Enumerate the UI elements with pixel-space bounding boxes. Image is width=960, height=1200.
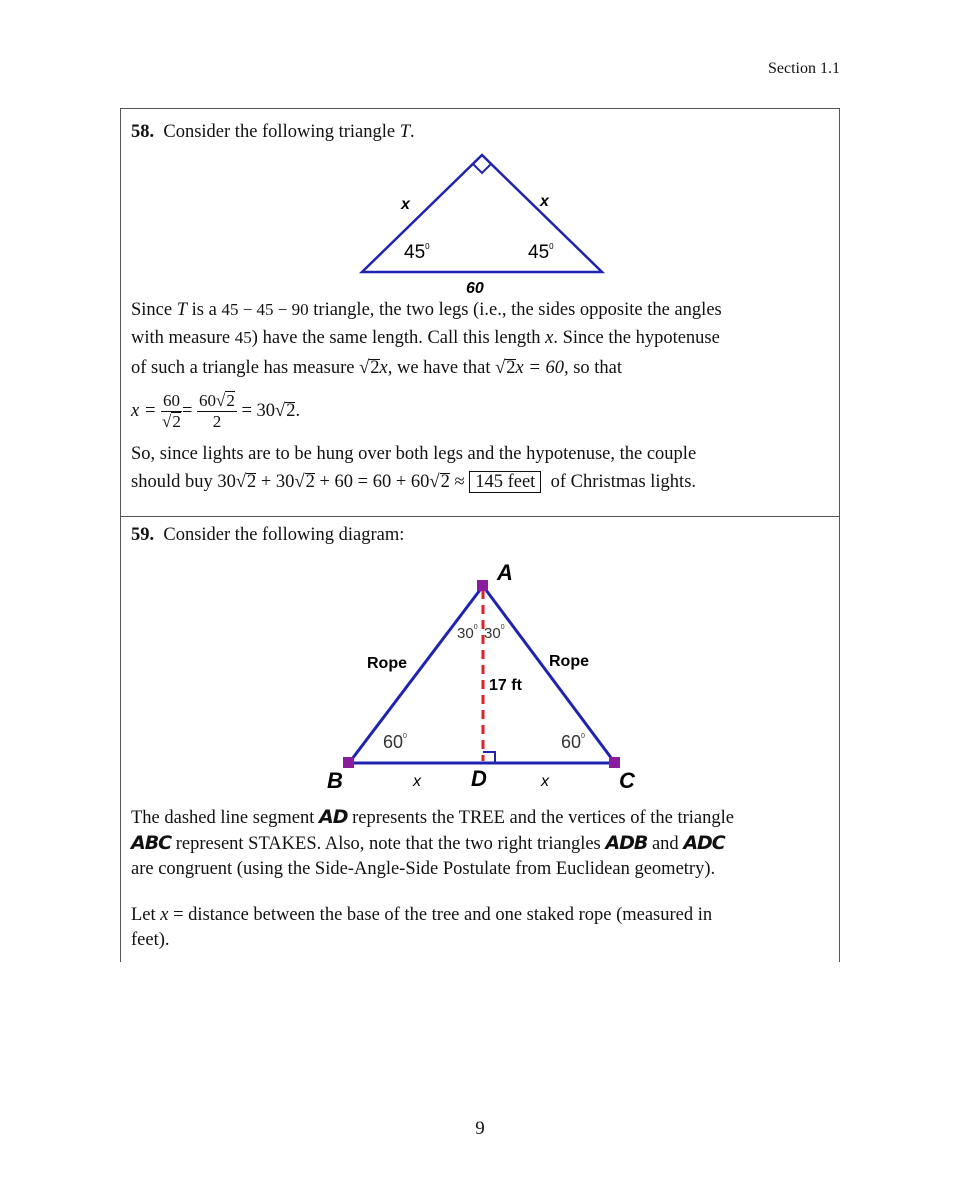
p59-para-1: The dashed line segment AD represents the TREE and the vertices of the triangle <box>131 806 734 828</box>
rope-left-line <box>349 586 483 763</box>
vertex-b-label: B <box>327 768 343 793</box>
angle-c-label: $60^0$ <box>561 732 585 752</box>
p58-line-5: So, since lights are to be hung over both legs and the hypotenuse, the couple <box>131 444 697 464</box>
angle-right-label: $45^0$ <box>528 242 554 263</box>
base-left-x: x <box>413 773 421 790</box>
p58-line-4-equation: x = $\frac{60}{√2}$ = $\frac{60√2}{2}$ = 30√2. <box>131 391 301 432</box>
tree-rope-diagram <box>321 558 651 794</box>
p59-para-4: Let x = distance between the base of the tree and one staked rope (measured in <box>131 905 713 925</box>
page-number: 9 <box>475 1118 485 1139</box>
problem-59-box <box>120 516 840 962</box>
p59-para-3: are congruent (using the Side-Angle-Side Postulate from Euclidean geometry). <box>131 859 716 879</box>
p58-line-3: of such a triangle has measure √2x, we have that √2x = 60, so that <box>131 358 623 378</box>
vertex-c-label: C <box>619 768 635 793</box>
rope-left-label: Rope <box>367 655 407 672</box>
stake-b <box>343 757 354 768</box>
stake-a <box>477 580 488 591</box>
angle-left-label: $45^0$ <box>404 242 430 263</box>
rope-right-line <box>483 586 615 763</box>
right-angle-marker-d <box>483 752 495 763</box>
hypotenuse-label: 60 <box>466 280 484 296</box>
p59-para-5: feet). <box>131 930 170 950</box>
height-label: 17 ft <box>489 677 522 694</box>
p59-para-2: ABC represent STAKES. Also, note that the two right triangles ADB and ADC <box>131 832 725 854</box>
p58-line-2: with measure 45) have the same length. Call this length x. Since the hypotenuse <box>131 328 720 348</box>
angle-b-label: $60^0$ <box>383 732 407 752</box>
triangle-t-diagram <box>356 151 616 296</box>
problem-59-intro: 59. Consider the following diagram: <box>131 525 405 545</box>
vertex-a-label: A <box>497 560 513 585</box>
angle-top-left-label: $30^0$ <box>457 624 478 642</box>
leg-right-label: x <box>540 193 549 210</box>
p58-line-1: Since T is a 45 − 45 − 90 triangle, the two legs (i.e., the sides opposite the angles <box>131 300 722 320</box>
leg-left-label: x <box>401 196 410 213</box>
vertex-d-label: D <box>471 766 487 791</box>
angle-top-right-label: $30^0$ <box>484 624 505 642</box>
answer-box: 145 feet <box>469 471 541 493</box>
stake-c <box>609 757 620 768</box>
problem-58-intro: 58. Consider the following triangle T. <box>131 122 415 142</box>
p58-line-6: should buy 30√2 + 30√2 + 60 = 60 + 60√2 ≈ 145 feet of Christmas lights. <box>131 472 697 492</box>
problem-59-number: 59. <box>131 525 155 545</box>
problem-58-box <box>120 108 840 517</box>
right-angle-marker <box>473 164 491 173</box>
problem-58-number: 58. <box>131 122 155 142</box>
base-right-x: x <box>541 773 549 790</box>
rope-right-label: Rope <box>549 653 589 670</box>
section-header: Section 1.1 <box>768 60 840 77</box>
